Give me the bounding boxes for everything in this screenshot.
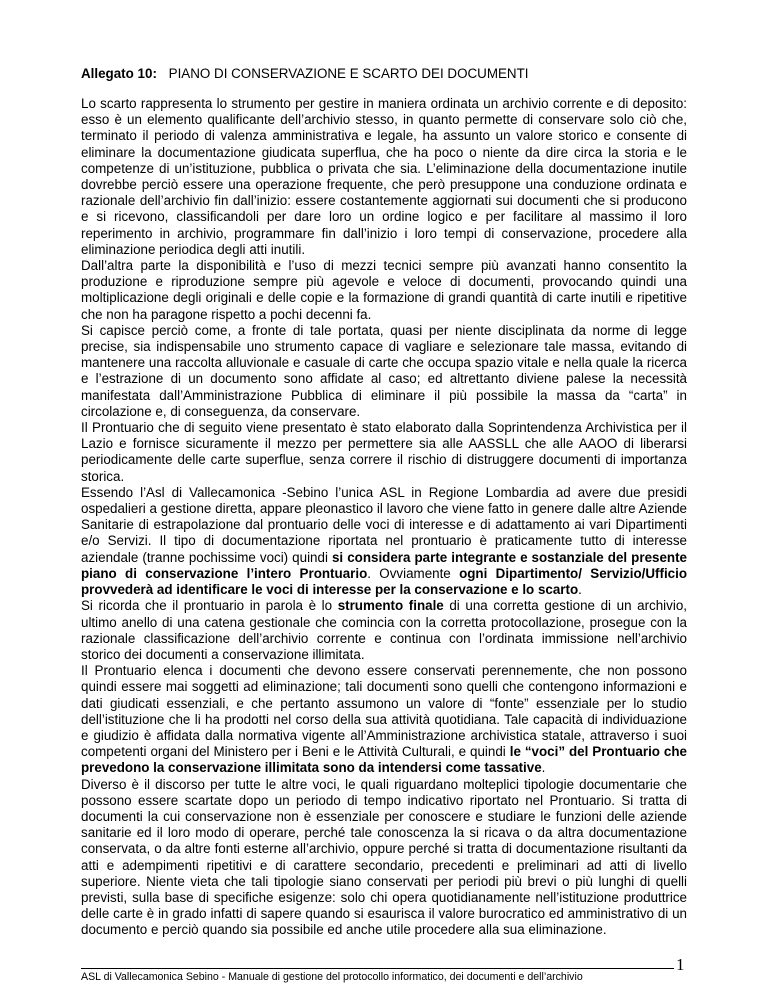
body-paragraph xyxy=(81,598,687,663)
body-paragraph xyxy=(81,258,687,323)
body-paragraph xyxy=(81,96,687,258)
emphasis-text: ogni Dipartimento/ Servizio/Ufficio provvederà ad identificare le voci di interesse per la conservazione e lo scarto xyxy=(81,565,688,598)
paragraph-text: di una corretta gestione di un archivio, ultimo anello di una catena gestionale che comincia con la corretta protocollazione, prosegue con la razionale classificazione dell’archivio corrente e continua con l’ordinata immissione nell’archivio storico dei documenti a conservazione illimitata. xyxy=(81,598,687,662)
footer-text: ASL di Vallecamonica Sebino - Manuale di gestione del protocollo informatico, dei documenti e dell’archivio xyxy=(81,971,583,983)
paragraph-text: Diverso è il discorso per tutte le altre voci, le quali riguardano molteplici tipologie documentarie che possono essere scartate dopo un periodo di tempo indicativo riportato nel Prontuario. Si tratta di documenti la cui conservazione non è essenziale per conoscere e studiare le funzioni delle aziende sanitarie ed il loro modo di operare, perché tale conoscenza la si ricava o da altra documentazione conservata, o da altre fonti esterne all’archivio, oppure perché si tratta di documentazione risultanti da atti e adempimenti ripetitivi e di carattere secondario, precedenti e preliminari ad atti di livello superiore. Niente vieta che tali tipologie siano conservati per periodi più brevi o più lunghi di quelli previsti, sulla base di specifiche esigenze: solo chi opera quotidianamente nell’istituzione produttrice delle carte è in grado infatti di sapere quando si esaurisca il valore burocratico ed amministrativo di un documento e perciò quando sia possibile ed anche utile procedere alla sua eliminazione. xyxy=(81,776,687,938)
emphasis-text: si considera parte integrante e sostanziale del presente piano di conservazione l’intero Prontuario xyxy=(81,549,688,581)
annex-title: PIANO DI CONSERVAZIONE E SCARTO DEI DOCUMENTI xyxy=(168,66,529,81)
paragraph-text: Lo scarto rappresenta lo strumento per gestire in maniera ordinata un archivio corrente e di deposito: esso è un elemento qualificante dell’archivio stesso, in quanto permette di conservare solo ciò che, terminato il periodo di valenza amministrativa e legale, ha assunto un valore storico e consente di eliminare la documentazione giudicata superflua, che ha poco o niente da dire circa la storia e le competenze di un’istituzione, pubblica o privata che sia. L’eliminazione della documentazione inutile dovrebbe perciò essere una operazione frequente, che però presuppone una conduzione ordinata e razionale dell’archivio fin dall’inizio: essere costantemente aggiornati sui documenti che si producono e si ricevono, classificandoli per dare loro un ordine logico e per facilitare al massimo il loro reperimento in archivio, programmare fin dall’inizio i loro tempi di conservazione, procedere alla eliminazione periodica degli atti inutili. xyxy=(81,96,687,257)
page-number: 1 xyxy=(676,955,685,974)
paragraph-text: Il Prontuario elenca i documenti che devono essere conservati perennemente, che non possono quindi essere mai soggetti ad eliminazione; tali documenti sono quelli che contengono informazioni e dati giudicati essenziali, e che pertanto assumono un valore di “fonte” essenziale per lo studio dell’istituzione che li ha prodotti nel corso della sua attività quotidiana. Tale capacità di individuazione e giudizio è affidata dalla normativa vigente all’Amministrazione archivistica statale, attraverso i suoi competenti organi del Ministero per i Beni e le Attività Culturali, e quindi xyxy=(81,663,687,760)
paragraph-text: Si ricorda che il prontuario in parola è lo xyxy=(81,598,338,614)
body-paragraph xyxy=(81,323,687,420)
paragraph-text: . xyxy=(578,582,582,598)
body-paragraph xyxy=(81,777,687,939)
section-heading xyxy=(81,65,529,82)
paragraph-text: Essendo l’Asl di Vallecamonica -Sebino l’unica ASL in Regione Lombardia ad avere due presidi ospedalieri a gestione diretta, appare pleonastico il lavoro che viene fatto in genere dalle altre Aziende Sanitarie di estrapolazione dal prontuario delle voci di interesse e di adattamento ai vari Dipartimenti e/o Servizi. Il tipo di documentazione riportata nel prontuario è praticamente tutto di interesse aziendale (tranne pochissime voci) quindi xyxy=(81,484,687,565)
emphasis-text: le “voci” del Prontuario che prevedono la conservazione illimitata sono da intendersi come tassative xyxy=(81,744,688,776)
paragraph-text: . Ovviamente xyxy=(367,565,460,581)
body-paragraph xyxy=(81,485,687,598)
paragraph-text: Il Prontuario che di seguito viene presentato è stato elaborato dalla Soprintendenza Archivistica per il Lazio e fornisce sicuramente il mezzo per permettere sia alle AASSLL che alle AAOO di liberarsi periodicamente delle carte superflue, senza correre il rischio di distruggere documenti di importanza storica. xyxy=(81,420,687,484)
paragraph-text: Dall’altra parte la disponibilità e l’uso di mezzi tecnici sempre più avanzati hanno consentito la produzione e riproduzione sempre più agevole e veloce di documenti, provocando quindi una moltiplicazione degli originali e delle copie e la formazione di grandi quantità di carte inutili e ripetitive che non ha paragone rispetto a pochi decenni fa. xyxy=(81,258,687,322)
body-paragraph xyxy=(81,663,687,776)
paragraph-text: Si capisce perciò come, a fronte di tale portata, quasi per niente disciplinata da norme di legge precise, sia indispensabile uno strumento capace di vagliare e selezionare tale massa, evitando di mantenere una raccolta alluvionale e casuale di carte che occupa spazio vitale e nella quale la ricerca e l’estrazione di un documento sono affidate al caso; ed altrettanto diviene palese la necessità manifestata dall’Amministrazione Pubblica di eliminare il più possibile la massa da “carta” in circolazione e, di conseguenza, da conservare. xyxy=(81,322,687,419)
body-paragraph xyxy=(81,420,687,485)
annex-label: Allegato 10: xyxy=(81,66,157,81)
emphasis-text: strumento finale xyxy=(337,598,444,614)
footer-divider xyxy=(81,968,674,969)
document-body xyxy=(81,96,687,939)
paragraph-text: . xyxy=(541,760,546,776)
